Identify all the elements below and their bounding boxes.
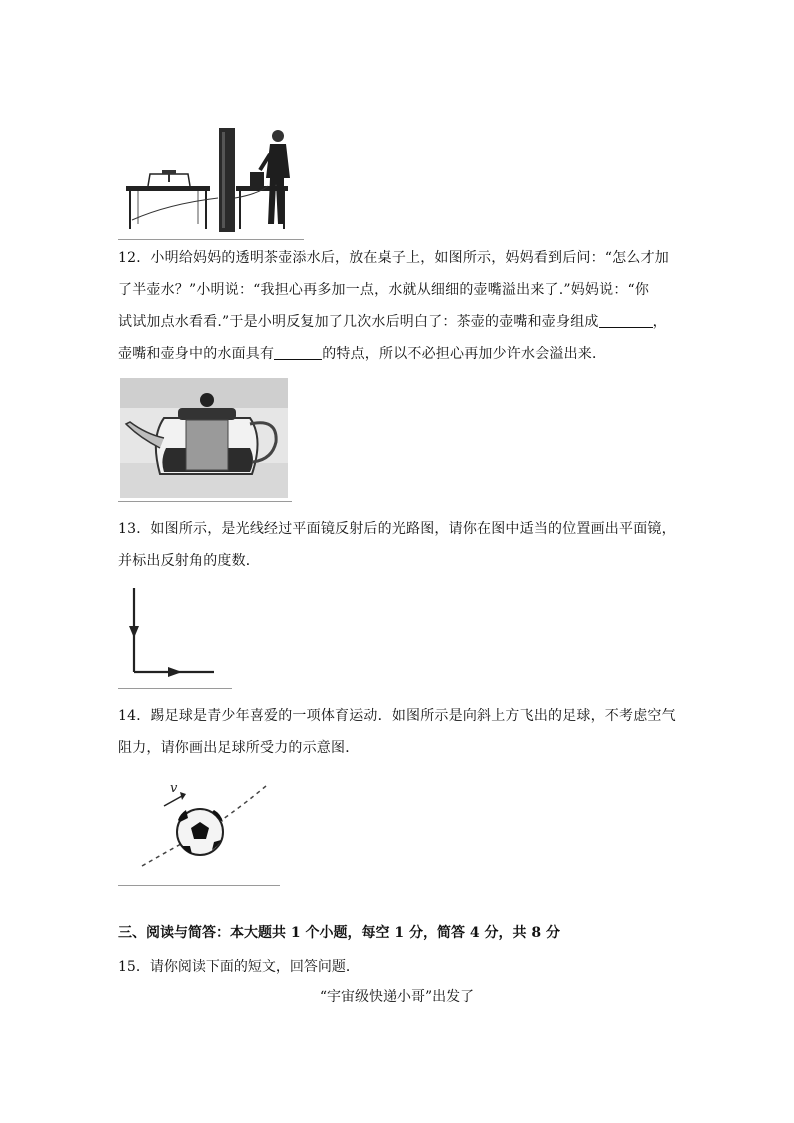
question-15: 15．请你阅读下面的短文，回答问题． <box>118 959 360 975</box>
answer-blank-1[interactable] <box>599 313 653 328</box>
question-12-line-1: 12．小明给妈妈的透明茶壶添水后，放在桌子上，如图所示，妈妈看到后问：“怎么才加 <box>118 250 669 266</box>
velocity-label: v <box>170 781 178 796</box>
question-14-line-1: 14．踢足球是青少年喜爱的一项体育运动．如图所示是向斜上方飞出的足球，不考虑空气 <box>118 708 676 724</box>
answer-blank-2[interactable] <box>274 345 322 360</box>
figure-teapot <box>120 378 288 498</box>
figure-divider <box>118 688 232 689</box>
question-12 <box>118 242 678 370</box>
section-heading: 三、阅读与简答：本大题共 1 个小题，每空 1 分，简答 4 分，共 8 分 <box>118 925 560 941</box>
arrow-down-icon <box>129 626 139 638</box>
question-14-line-2: 阻力，请你画出足球所受力的示意图． <box>118 740 360 756</box>
question-13 <box>118 513 678 577</box>
article-title: “宇宙级快递小哥”出发了 <box>319 989 475 1005</box>
figure-light-path <box>118 584 234 688</box>
figure-divider <box>118 239 304 240</box>
soccer-ball-icon <box>177 809 223 855</box>
question-13-line-2: 并标出反射角的度数． <box>118 553 260 569</box>
figure-soccer-ball <box>120 770 280 882</box>
question-14 <box>118 700 678 764</box>
question-12-line-4: 壶嘴和壶身中的水面具有 的特点，所以不必担心再加少许水会溢出来． <box>118 346 607 362</box>
velocity-arrow <box>164 796 182 806</box>
figure-divider <box>118 501 292 502</box>
arrow-right-icon <box>168 667 182 677</box>
figure-tables-and-man <box>118 124 308 234</box>
question-12-line-2: 了半壶水？”小明说：“我担心再多加一点，水就从细细的壶嘴溢出来了.”妈妈说：“你 <box>118 282 650 298</box>
question-12-line-3: 试试加点水看看.”于是小明反复加了几次水后明白了：茶壶的壶嘴和壶身组成 ， <box>118 314 667 330</box>
figure-divider <box>118 885 280 886</box>
question-13-line-1: 13．如图所示，是光线经过平面镜反射后的光路图，请你在图中适当的位置画出平面镜， <box>118 521 676 537</box>
